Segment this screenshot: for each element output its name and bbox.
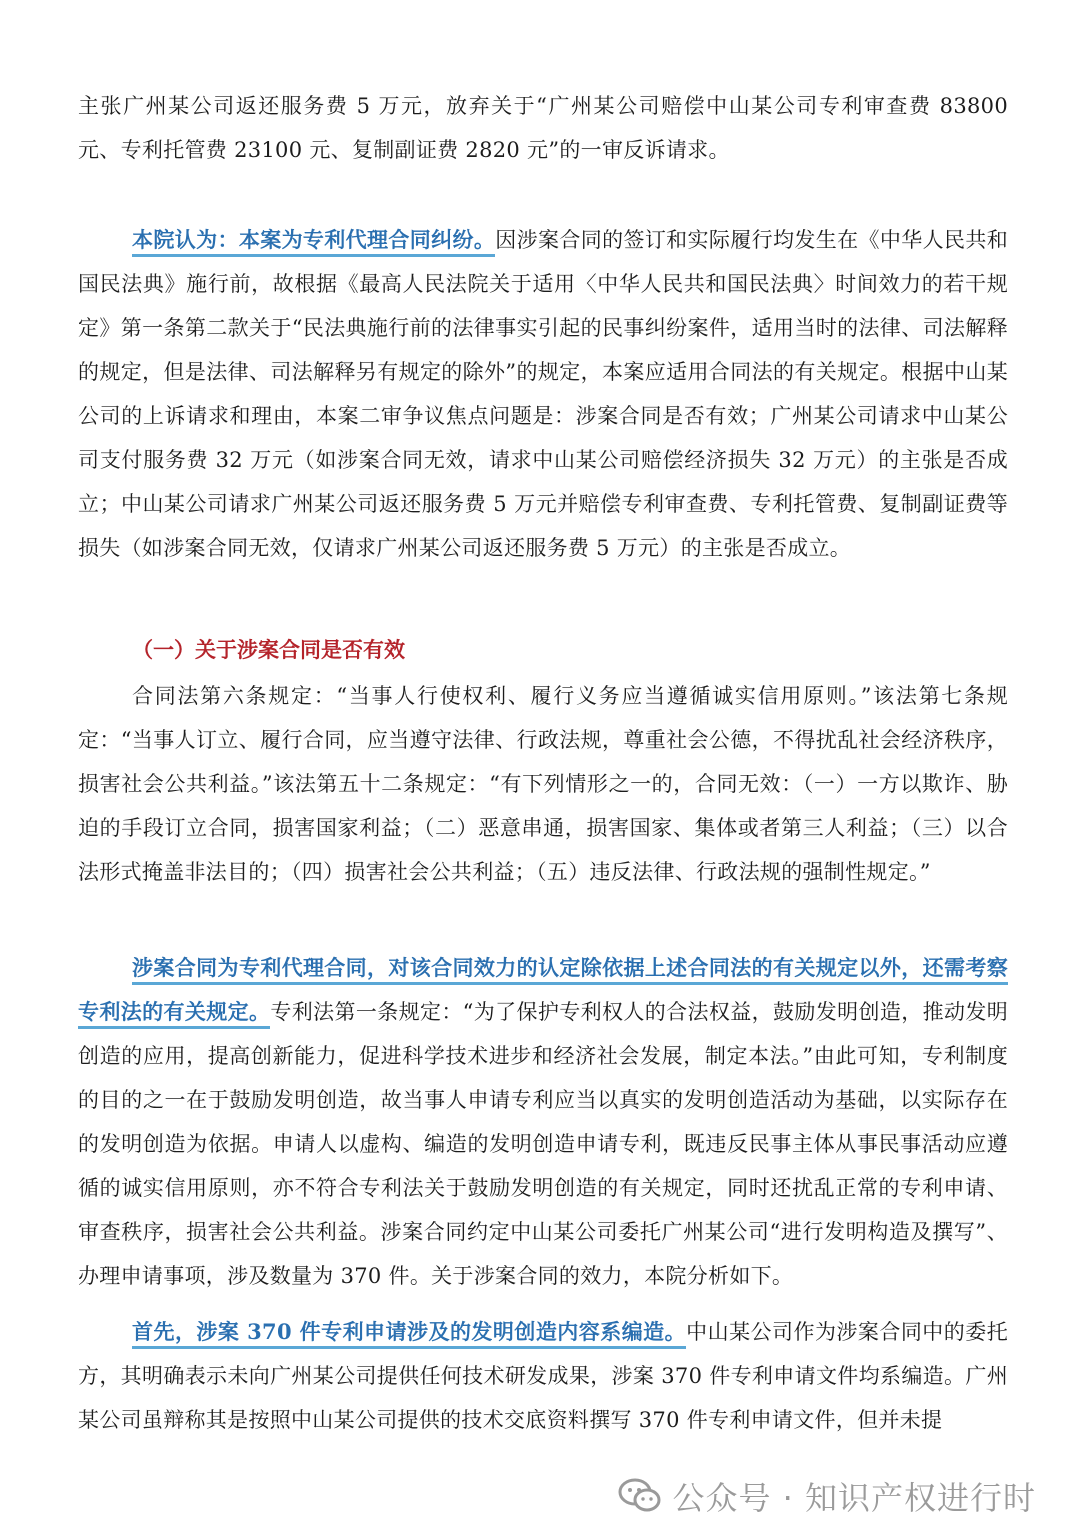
paragraph-text: 主张广州某公司返还服务费 5 万元，放弃关于“广州某公司赔偿中山某公司专利审查费 83800 元、专利托管费 23100 元、复制副证费 2820 元”的一审反诉请求。 <box>78 94 1008 162</box>
wechat-icon <box>618 1478 662 1514</box>
paragraph-text: 合同法第六条规定：“当事人行使权利、履行义务应当遵循诚实信用原则。”该法第七条规定：“当事人订立、履行合同，应当遵守法律、行政法规，尊重社会公德，不得扰乱社会经济秩序，损害社会公共利益。”该法第五十二条规定：“有下列情形之一的，合同无效：（一）一方以欺诈、胁迫的手段订立合同，损害国家利益；（二）恶意串通，损害国家、集体或者第三人利益；（三）以合法形式掩盖非法目的；（四）损害社会公共利益；（五）违反法律、行政法规的强制性规定。” <box>78 684 1008 884</box>
paragraph-claims <box>78 84 1008 172</box>
paragraph-court-opinion <box>78 218 1008 570</box>
paragraph-first-analysis <box>78 1310 1008 1442</box>
highlighted-sentence: 首先，涉案 370 件专利申请涉及的发明创造内容系编造。 <box>132 1319 686 1349</box>
highlighted-sentence: 涉案合同为专利代理合同，对该合同效力的认定除依据上述合同法的有关规定以外，还需考察专利法的有关规定。 <box>78 955 1008 1029</box>
watermark-text: 公众号 · 知识产权进行时 <box>672 1479 1036 1517</box>
highlighted-sentence: 本院认为：本案为专利代理合同纠纷。 <box>132 227 495 257</box>
paragraph-contract-law <box>78 674 1008 894</box>
section-heading: （一）关于涉案合同是否有效 <box>132 637 405 662</box>
paragraph-text: 中山某公司作为涉案合同中的委托方，其明确表示未向广州某公司提供任何技术研发成果，涉案 370 件专利申请文件均系编造。广州某公司虽辩称其是按照中山某公司提供的技术交底资料撰写 370 件专利申请文件，但并未提 <box>78 1320 1009 1432</box>
watermark <box>618 1476 1036 1516</box>
paragraph-text: 专利法第一条规定：“为了保护专利权人的合法权益，鼓励发明创造，推动发明创造的应用，提高创新能力，促进科学技术进步和经济社会发展，制定本法。”由此可知，专利制度的目的之一在于鼓励发明创造，故当事人申请专利应当以真实的发明创造活动为基础，以实际存在的发明创造为依据。申请人以虚构、编造的发明创造申请专利，既违反民事主体从事民事活动应遵循的诚实信用原则，亦不符合专利法关于鼓励发明创造的有关规定，同时还扰乱正常的专利申请、审查秩序，损害社会公共利益。涉案合同约定中山某公司委托广州某公司“进行发明构造及撰写”、办理申请事项，涉及数量为 370 件。关于涉案合同的效力，本院分析如下。 <box>78 1000 1008 1288</box>
paragraph-patent-law <box>78 946 1008 1298</box>
paragraph-text: 因涉案合同的签订和实际履行均发生在《中华人民共和国民法典》施行前，故根据《最高人民法院关于适用〈中华人民共和国民法典〉时间效力的若干规定》第一条第二款关于“民法典施行前的法律事实引起的民事纠纷案件，适用当时的法律、司法解释的规定，但是法律、司法解释另有规定的除外”的规定，本案应适用合同法的有关规定。根据中山某公司的上诉请求和理由，本案二审争议焦点问题是：涉案合同是否有效；广州某公司请求中山某公司支付服务费 32 万元（如涉案合同无效，请求中山某公司赔偿经济损失 32 万元）的主张是否成立；中山某公司请求广州某公司返还服务费 5 万元并赔偿专利审查费、专利托管费、复制副证费等损失（如涉案合同无效，仅请求广州某公司返还服务费 5 万元）的主张是否成立。 <box>78 228 1008 560</box>
